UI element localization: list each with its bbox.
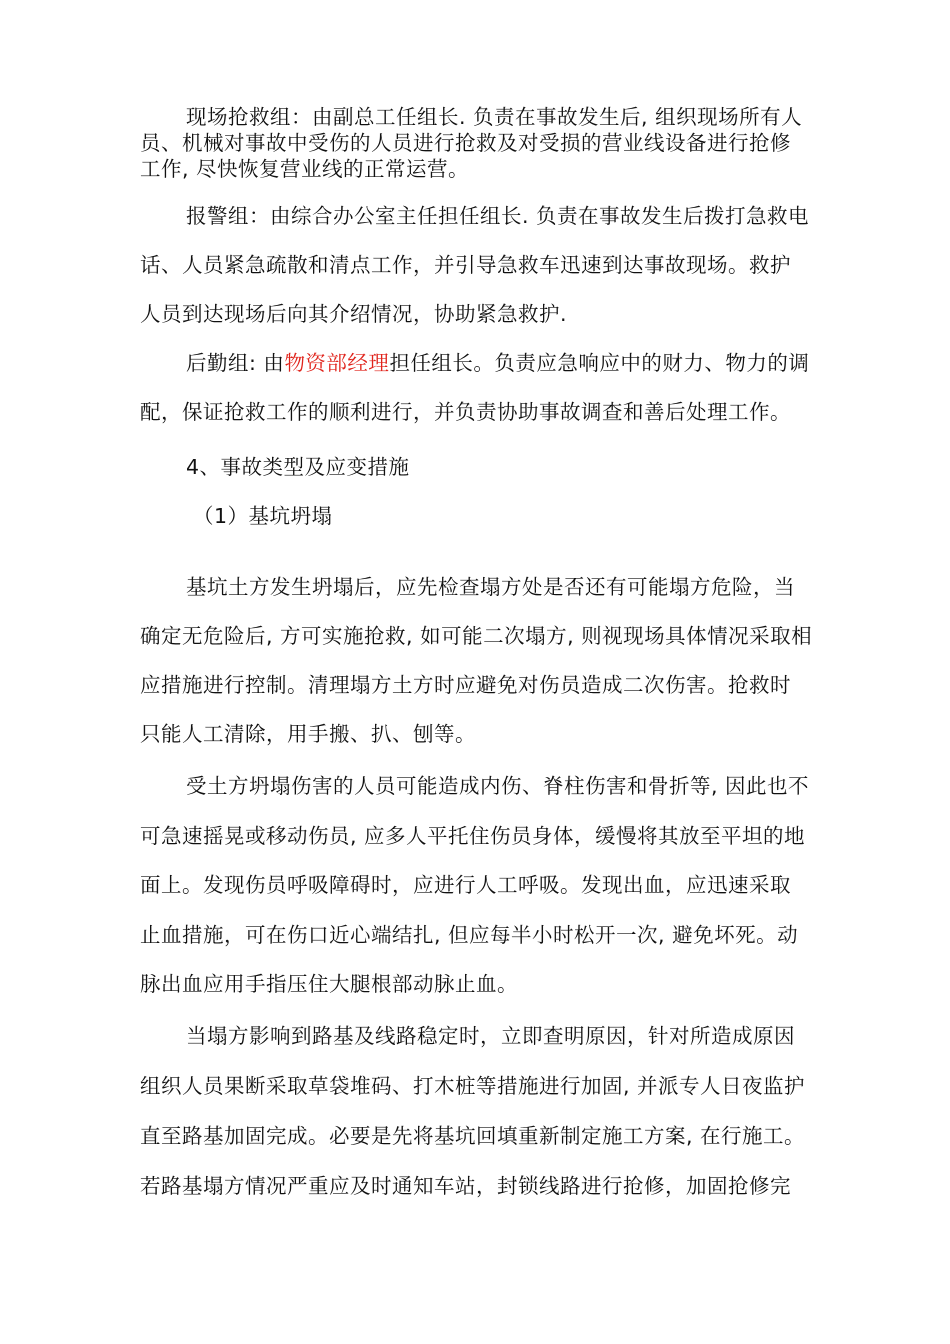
text-line: 现场抢救组：由副总工任组长. 负责在事故发生后, 组织现场所有人 xyxy=(186,105,803,129)
text-line: 组织人员果断采取草袋堆码、打木桩等措施进行加固, 并派专人日夜监护 xyxy=(140,1074,806,1098)
logistics-prefix: 后勤组: 由 xyxy=(186,351,285,375)
text-line: 只能人工清除，用手搬、扒、刨等。 xyxy=(140,722,476,746)
paragraph-alarm-team xyxy=(140,192,816,339)
text-line: 直至路基加固完成。必要是先将基坑回填重新制定施工方案, 在行施工。 xyxy=(140,1124,806,1148)
text-line: 配，保证抢救工作的顺利进行，并负责协助事故调查和善后处理工作。 xyxy=(140,400,791,424)
text-line: 人员到达现场后向其介绍情况，协助紧急救护. xyxy=(140,302,568,326)
paragraph-collapse-check xyxy=(140,563,816,759)
text-line: 若路基塌方情况严重应及时通知车站，封锁线路进行抢修，加固抢修完 xyxy=(140,1174,791,1198)
section-heading: 4、事故类型及应变措施 xyxy=(186,455,410,479)
paragraph-injury-care xyxy=(140,762,816,1010)
paragraph-logistics-team xyxy=(140,339,816,437)
highlight-text: 物资部经理 xyxy=(284,351,390,375)
text-line: 止血措施，可在伤口近心端结扎, 但应每半小时松开一次, 避免坏死。动 xyxy=(140,922,799,947)
text-line: 受土方坍塌伤害的人员可能造成内伤、脊柱伤害和骨折等, 因此也不 xyxy=(186,774,810,798)
text-line: 话、人员紧急疏散和清点工作，并引导急救车迅速到达事故现场。救护 xyxy=(140,253,791,277)
text-line: 应措施进行控制。清理塌方土方时应避免对伤员造成二次伤害。抢救时 xyxy=(140,673,791,697)
text-line: 报警组：由综合办公室主任担任组长. 负责在事故发生后拨打急救电 xyxy=(186,204,810,228)
logistics-suffix: 担任组长。负责应急响应中的财力、物力的调 xyxy=(389,351,810,375)
text-line: 员、机械对事故中受伤的人员进行抢救及对受损的营业线设备进行抢修 xyxy=(140,131,791,155)
text-line: 面上。发现伤员呼吸障碍时，应进行人工呼吸。发现出血，应迅速采取 xyxy=(140,873,791,897)
text-line: 脉出血应用手指压住大腿根部动脉止血。 xyxy=(140,972,518,996)
text-line: 工作, 尽快恢复营业线的正常运营。 xyxy=(140,157,470,181)
text-line: 基坑土方发生坍塌后，应先检查塌方处是否还有可能塌方危险，当 xyxy=(186,575,795,599)
text-line xyxy=(140,339,816,388)
paragraph-rescue-team xyxy=(140,104,816,182)
paragraph-roadbed-stability xyxy=(140,1011,816,1211)
text-line: 当塌方影响到路基及线路稳定时，立即查明原因，针对所造成原因 xyxy=(186,1024,795,1048)
subsection-heading: （1）基坑坍塌 xyxy=(193,504,333,528)
text-line: 确定无危险后, 方可实施抢救, 如可能二次塌方, 则视现场具体情况采取相 xyxy=(140,624,813,648)
text-line: 可急速摇晃或移动伤员, 应多人平托住伤员身体，缓慢将其放至平坦的地 xyxy=(140,823,806,848)
